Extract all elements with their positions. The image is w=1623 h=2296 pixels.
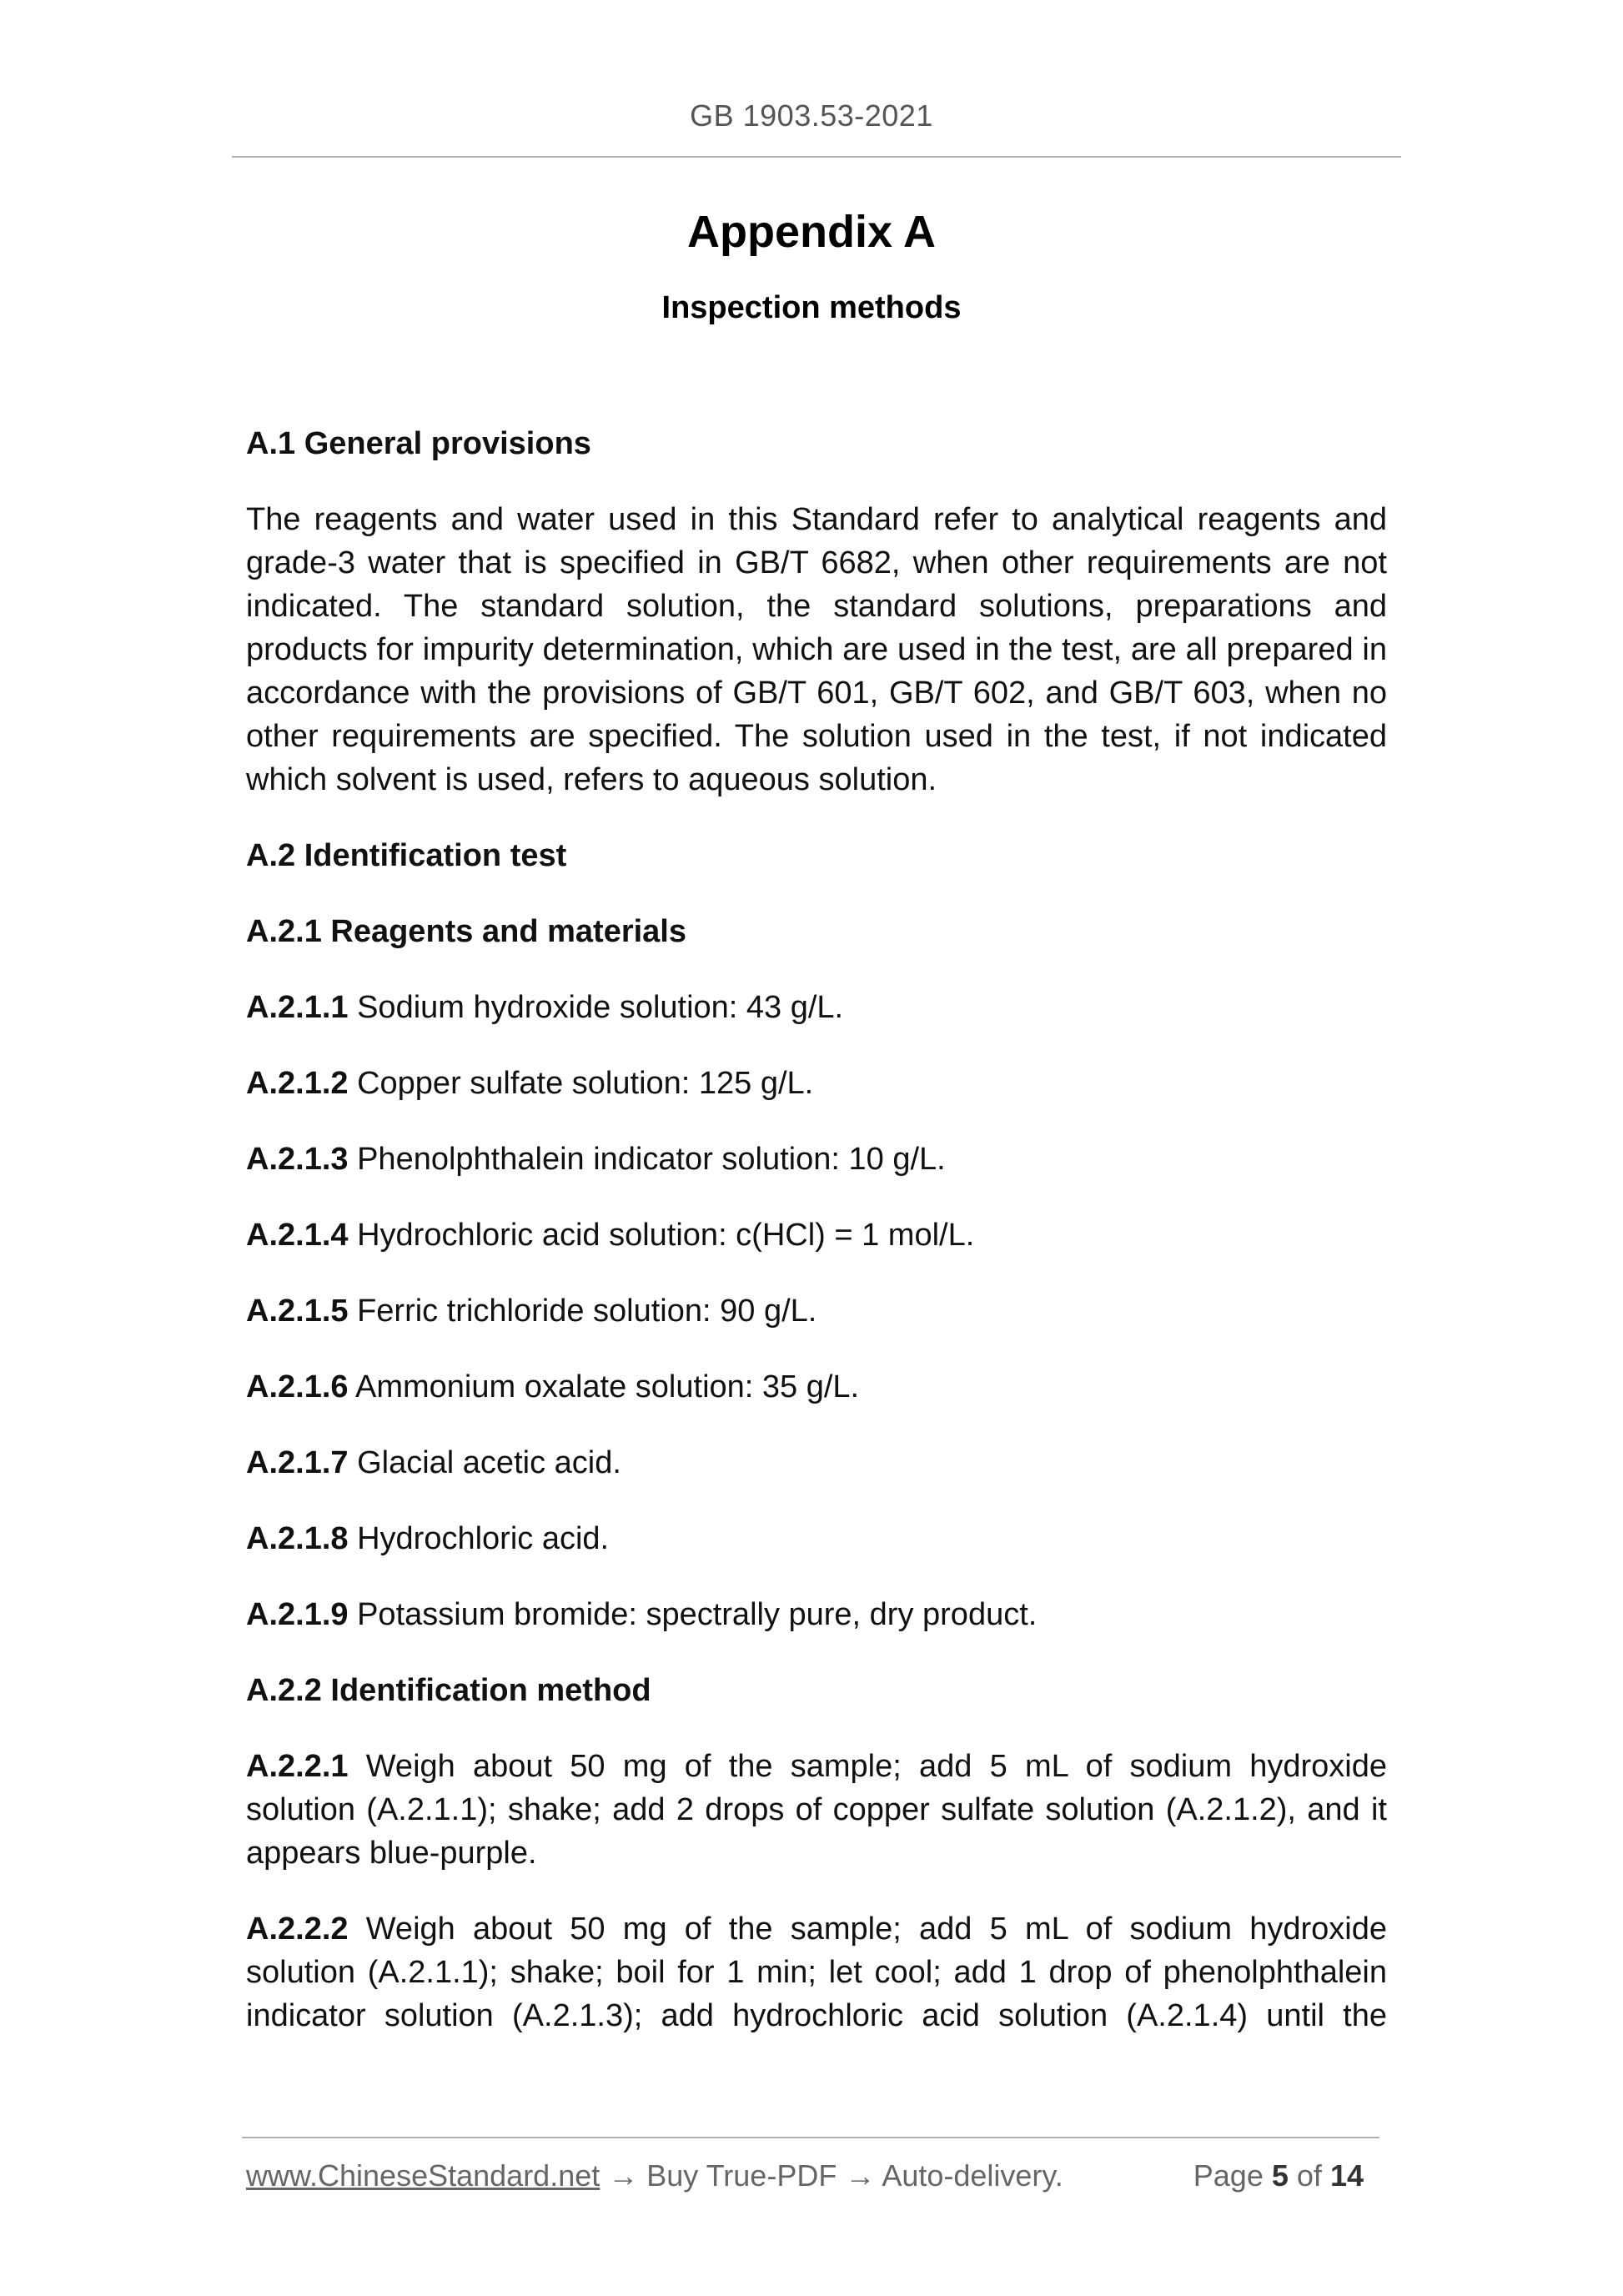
reagent-text: Potassium bromide: spectrally pure, dry product. bbox=[348, 1597, 1038, 1632]
method-item bbox=[246, 1907, 1387, 2037]
reagent-text: Phenolphthalein indicator solution: 10 g/L. bbox=[348, 1142, 946, 1177]
reagent-number: A.2.1.7 bbox=[246, 1445, 349, 1480]
header-divider bbox=[232, 156, 1401, 158]
reagent-item bbox=[246, 1365, 1387, 1409]
reagent-number: A.2.1.6 bbox=[246, 1369, 349, 1404]
section-heading-a1: A.1 General provisions bbox=[246, 426, 591, 461]
page-label: Page bbox=[1193, 2158, 1264, 2193]
method-item bbox=[246, 1745, 1387, 1875]
section-heading-a2: A.2 Identification test bbox=[246, 838, 567, 873]
method-text: Weigh about 50 mg of the sample; add 5 mL of sodium hydroxide solution (A.2.1.1); shake; boil for 1 min; let cool; add 1 drop of phenolphthalein indicator solution (A.2.1.3); add hydrochloric acid solution (A.2.1.4) until the bbox=[246, 1912, 1387, 2033]
method-text: Weigh about 50 mg of the sample; add 5 mL of sodium hydroxide solution (A.2.1.1); shake; add 2 drops of copper sulfate solution (A.2.1.2), and it appears blue-purple. bbox=[246, 1749, 1387, 1871]
reagent-item bbox=[246, 986, 1387, 1029]
reagent-text: Copper sulfate solution: 125 g/L. bbox=[348, 1066, 814, 1101]
page-total: 14 bbox=[1329, 2158, 1364, 2193]
reagent-item bbox=[246, 1213, 1387, 1257]
method-number: A.2.2.1 bbox=[246, 1749, 349, 1784]
website-link[interactable]: www.ChineseStandard.net bbox=[246, 2158, 600, 2193]
reagent-number: A.2.1.9 bbox=[246, 1597, 349, 1632]
reagent-item bbox=[246, 1593, 1387, 1636]
footer-divider bbox=[242, 2137, 1379, 2138]
page-counter bbox=[1193, 2158, 1380, 2193]
reagent-number: A.2.1.2 bbox=[246, 1066, 349, 1101]
reagent-number: A.2.1.3 bbox=[246, 1142, 349, 1177]
footer-promo-text: → Buy True-PDF → Auto-delivery. bbox=[600, 2158, 1063, 2193]
reagent-item bbox=[246, 1138, 1387, 1181]
footer-promo bbox=[246, 2158, 1063, 2193]
document-body bbox=[246, 422, 1387, 2037]
reagent-number: A.2.1.4 bbox=[246, 1218, 349, 1253]
reagent-text: Glacial acetic acid. bbox=[348, 1445, 621, 1480]
page-footer bbox=[246, 2158, 1380, 2193]
reagent-number: A.2.1.8 bbox=[246, 1521, 349, 1556]
reagent-item bbox=[246, 1289, 1387, 1333]
reagent-text: Hydrochloric acid. bbox=[348, 1521, 610, 1556]
reagent-number: A.2.1.1 bbox=[246, 990, 349, 1025]
reagent-text: Hydrochloric acid solution: c(HCl) = 1 mol/L. bbox=[348, 1218, 975, 1253]
reagent-number: A.2.1.5 bbox=[246, 1294, 349, 1329]
running-header: GB 1903.53-2021 bbox=[690, 98, 933, 133]
page-number: 5 bbox=[1271, 2158, 1289, 2193]
of-label: of bbox=[1296, 2158, 1322, 2193]
reagent-item bbox=[246, 1441, 1387, 1485]
reagent-item bbox=[246, 1062, 1387, 1105]
reagent-text: Sodium hydroxide solution: 43 g/L. bbox=[348, 990, 844, 1025]
reagent-text: Ferric trichloride solution: 90 g/L. bbox=[348, 1294, 817, 1329]
reagent-text: Ammonium oxalate solution: 35 g/L. bbox=[348, 1369, 860, 1404]
section-heading-a21: A.2.1 Reagents and materials bbox=[246, 914, 686, 949]
appendix-title: Appendix A bbox=[686, 207, 936, 257]
section-heading-a22: A.2.2 Identification method bbox=[246, 1673, 651, 1708]
method-number: A.2.2.2 bbox=[246, 1912, 349, 1947]
appendix-subtitle: Inspection methods bbox=[661, 290, 962, 325]
section-paragraph-a1: The reagents and water used in this Standard refer to analytical reagents and grade-3 water that is specified in GB/T 6682, when other requirements are not indicated. The standard solution, the standard solutions, preparations and products for impurity determination, which are used in the test, are all prepared in accordance with the provisions of GB/T 601, GB/T 602, and GB/T 603, when no other requirements are specified. The solution used in the test, if not indicated which solvent is used, refers to aqueous solution. bbox=[246, 502, 1387, 797]
reagent-item bbox=[246, 1517, 1387, 1560]
